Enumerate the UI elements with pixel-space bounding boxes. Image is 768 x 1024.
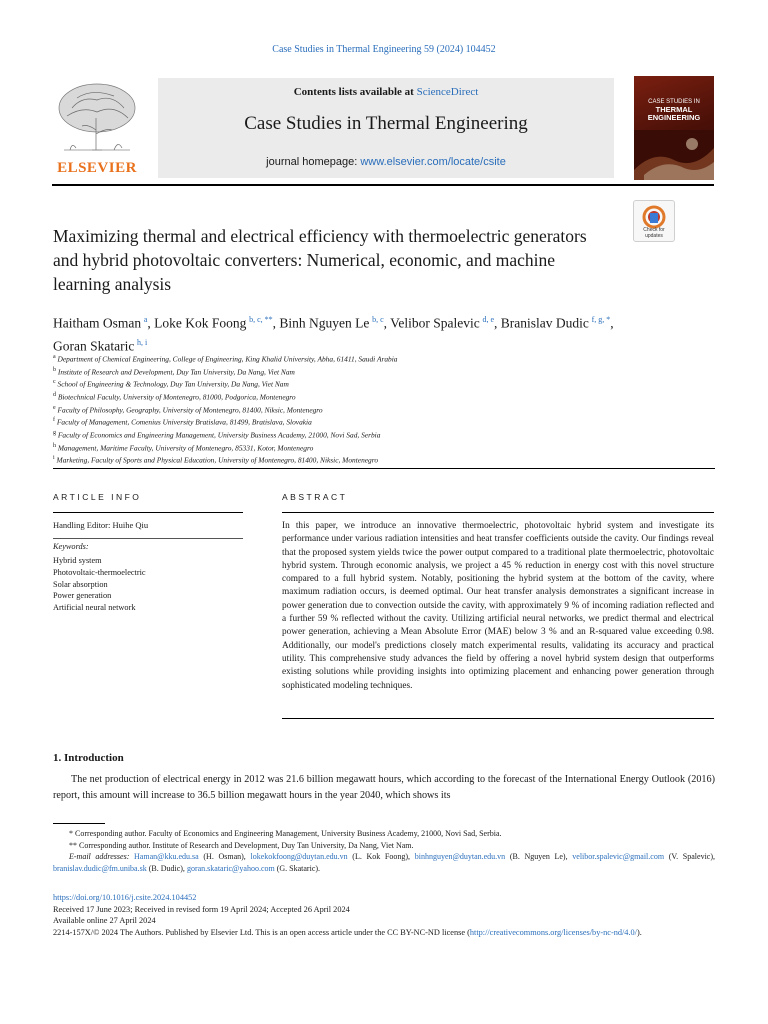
affiliation-text: Biotechnical Faculty, University of Montenegro, 81000, Podgorica, Montenegro bbox=[57, 392, 296, 402]
affiliation-marker: i bbox=[53, 455, 55, 462]
email-link[interactable]: branislav.dudic@fm.uniba.sk bbox=[53, 863, 147, 873]
affiliations-divider bbox=[53, 468, 715, 469]
keyword-list bbox=[53, 555, 146, 614]
journal-homepage-link[interactable]: www.elsevier.com/locate/csite bbox=[360, 156, 506, 168]
sciencedirect-link[interactable]: ScienceDirect bbox=[416, 86, 479, 98]
email-owner: (B. Nguyen Le), bbox=[505, 852, 573, 862]
author-name[interactable]: Velibor Spalevic bbox=[390, 315, 480, 331]
keyword-item: Hybrid system bbox=[53, 556, 102, 565]
affiliation-item bbox=[53, 390, 693, 403]
email-owner: (B. Dudic), bbox=[146, 863, 187, 873]
received-dates: Received 17 June 2023; Received in revised form 19 April 2024; Accepted 26 April 2024 bbox=[53, 904, 350, 914]
email-link[interactable]: goran.skataric@yahoo.com bbox=[186, 863, 275, 873]
homepage-prefix: journal homepage: bbox=[266, 156, 361, 168]
check-updates-line: updates bbox=[645, 232, 663, 239]
footnote-divider bbox=[53, 823, 105, 824]
journal-homepage-line bbox=[158, 156, 614, 168]
author-separator: , bbox=[272, 315, 280, 331]
author-affiliation-marker[interactable]: b, c bbox=[372, 315, 384, 324]
doi-link[interactable]: https://doi.org/10.1016/j.csite.2024.104452 bbox=[53, 893, 197, 902]
affiliation-list bbox=[53, 352, 693, 466]
author-affiliation-marker[interactable]: f, g, * bbox=[591, 315, 611, 324]
contents-prefix: Contents lists available at bbox=[293, 86, 417, 98]
keywords-label: Keywords: bbox=[53, 542, 89, 551]
affiliation-marker: a bbox=[53, 354, 56, 360]
email-addresses bbox=[53, 851, 715, 874]
corresponding-author-footnote: ** Corresponding author. Institute of Research and Development, Duy Tan University, Da Nang, Viet Nam. bbox=[69, 840, 414, 850]
affiliation-text: Faculty of Management, Comenius University Bratislava, 81499, Bratislava, Slovakia bbox=[56, 417, 312, 427]
email-owner: (H. Osman), bbox=[198, 852, 251, 862]
affiliation-text: Marketing, Faculty of Sports and Physical Education, University of Montenegro, 81400, Niksic, Montenegro bbox=[56, 455, 379, 465]
keywords-divider bbox=[53, 538, 243, 539]
email-owner: (L. Kok Foong), bbox=[347, 852, 415, 862]
article-info-divider bbox=[53, 512, 243, 513]
introduction-heading: 1. Introduction bbox=[53, 752, 124, 764]
affiliation-item bbox=[53, 453, 693, 466]
email-owner: (G. Skataric). bbox=[274, 863, 321, 873]
affiliation-marker: g bbox=[53, 430, 56, 437]
cover-art-image bbox=[634, 130, 714, 180]
article-info-heading: ARTICLE INFO bbox=[53, 492, 142, 502]
author-name[interactable]: Goran Skataric bbox=[53, 338, 135, 353]
author-affiliation-marker[interactable]: a bbox=[143, 315, 148, 324]
keyword-item: Power generation bbox=[53, 591, 112, 601]
affiliation-item bbox=[53, 377, 693, 390]
affiliation-marker: c bbox=[53, 379, 56, 386]
email-link[interactable]: Haman@kku.edu.sa bbox=[134, 852, 199, 862]
affiliation-marker: d bbox=[53, 392, 56, 399]
cover-title-line: ENGINEERING bbox=[647, 113, 701, 122]
affiliation-marker: b bbox=[53, 366, 56, 373]
affiliation-item bbox=[53, 352, 693, 365]
author-affiliation-marker[interactable]: d, e bbox=[482, 315, 495, 324]
corresponding-author-footnote: * Corresponding author. Faculty of Economics and Engineering Management, University Business Academy, 21000, Novi Sad, Serbia. bbox=[69, 829, 502, 838]
available-online: Available online 27 April 2024 bbox=[53, 916, 156, 925]
check-updates-line: Check for bbox=[643, 227, 665, 233]
cover-title bbox=[634, 98, 714, 122]
affiliation-text: School of Engineering & Technology, Duy Tan University, Da Nang, Viet Nam bbox=[57, 379, 289, 389]
author-name[interactable]: Binh Nguyen Le bbox=[279, 315, 370, 331]
email-owner: (V. Spalevic), bbox=[664, 852, 716, 862]
license-text: 2214-157X/© 2024 The Authors. Published by Elsevier Ltd. This is an open access article under the CC BY-NC-ND license ( bbox=[53, 927, 470, 937]
affiliation-marker: f bbox=[53, 417, 55, 424]
journal-cover-thumbnail[interactable] bbox=[634, 76, 714, 180]
author-list bbox=[53, 310, 633, 355]
check-updates-label bbox=[634, 228, 674, 239]
affiliation-text: Department of Chemical Engineering, College of Engineering, King Khalid University, Abha, 61411, Saudi Arabia bbox=[57, 354, 398, 364]
elsevier-wordmark: ELSEVIER bbox=[57, 160, 137, 176]
contents-line bbox=[158, 86, 614, 98]
author-name[interactable]: Branislav Dudic bbox=[500, 315, 589, 331]
abstract-bottom-divider bbox=[282, 718, 714, 719]
affiliation-item bbox=[53, 441, 693, 454]
abstract-divider bbox=[282, 512, 714, 513]
publication-info bbox=[53, 892, 715, 938]
email-label: E-mail addresses: bbox=[69, 852, 130, 862]
author-name[interactable]: Loke Kok Foong bbox=[154, 315, 247, 331]
introduction-paragraph: The net production of electrical energy in 2012 was 21.6 billion megawatt hours, which according to the forecast of the International Energy Outlook (2016) report, this amount will increase to 36.5 billion megawatt hours in the year 2040, which shows its bbox=[53, 774, 715, 801]
abstract-heading: ABSTRACT bbox=[282, 492, 348, 502]
author-separator: , bbox=[147, 315, 155, 331]
email-link[interactable]: lokekokfoong@duytan.edu.vn bbox=[250, 852, 348, 862]
footnotes bbox=[53, 828, 715, 874]
affiliation-text: Faculty of Economics and Engineering Management, University Business Academy, 21000, Novi Sad, Serbia bbox=[57, 430, 381, 440]
keyword-item: Solar absorption bbox=[53, 579, 108, 589]
author-separator: , bbox=[383, 315, 391, 331]
author-separator: , bbox=[494, 315, 501, 331]
affiliation-text: Institute of Research and Development, Duy Tan University, Da Nang, Viet Nam bbox=[57, 367, 295, 377]
affiliation-text: Faculty of Philosophy, Geography, University of Montenegro, 81400, Niksic, Montenegro bbox=[57, 405, 323, 415]
keyword-item: Photovoltaic-thermoelectric bbox=[53, 567, 146, 577]
affiliation-item bbox=[53, 365, 693, 378]
header-divider bbox=[52, 184, 714, 186]
email-link[interactable]: velibor.spalevic@gmail.com bbox=[572, 852, 665, 862]
author-affiliation-marker[interactable]: h, i bbox=[137, 337, 148, 347]
affiliation-marker: e bbox=[53, 404, 56, 411]
license-statement bbox=[53, 927, 715, 939]
check-for-updates-badge[interactable] bbox=[633, 200, 675, 242]
affiliation-item bbox=[53, 415, 693, 428]
journal-reference[interactable]: Case Studies in Thermal Engineering 59 (2024) 104452 bbox=[272, 44, 496, 55]
cover-title-line: CASE STUDIES IN bbox=[648, 99, 700, 105]
affiliation-item bbox=[53, 403, 693, 416]
author-separator: , bbox=[610, 315, 614, 331]
affiliation-marker: h bbox=[53, 442, 56, 449]
abstract-body: In this paper, we introduce an innovative thermoelectric, photovoltaic hybrid system and investigate its performance under various radiation intensities and heat transfer coefficients outside the cavity. Our findings reveal that the proposed system yields twice the power output compared to a traditional plate thermoelectric, photovoltaic hybrid system. Through economic analysis, we project a 45 % reduction in energy cost with this novel structure compared to a full hybrid system. Notably, positioning the hybrid system at the bottom of the cavity, where maximum radiation occurs, is deemed optimal. Our heat transfer analysis demonstrates a significant increase in power generation due to convection outside the cavity, with approximately 9 % of incoming radiation reflected and a further 59 % reflected without the cavity. Utilizing artificial neural networks, we predict thermal and electrical power generation, achieving a Mean Absolute Error (MAE) below 3 % and an R-squared value exceeding 0.98. Additionally, our model's predictions closely match experimental results, validating its accuracy and practical utility. This comprehensive study advances the field by offering a novel hybrid system design that outperforms existing solutions while providing insights into optimizing placement and enhancing power generation through sophisticated modeling techniques. bbox=[282, 521, 714, 691]
license-link[interactable]: http://creativecommons.org/licenses/by-nc-nd/4.0/ bbox=[469, 927, 637, 937]
handling-editor: Handling Editor: Huihe Qiu bbox=[53, 520, 149, 530]
cover-title-line: THERMAL bbox=[655, 105, 693, 114]
affiliation-item bbox=[53, 428, 693, 441]
author-name[interactable]: Haitham Osman bbox=[53, 315, 142, 331]
keyword-item: Artificial neural network bbox=[53, 603, 136, 613]
email-link[interactable]: binhnguyen@duytan.edu.vn bbox=[414, 852, 506, 862]
paper-title: Maximizing thermal and electrical efficiency with thermoelectric generators and hybrid photovoltaic converters: Numerical, economic, and machine learning analysis bbox=[53, 226, 587, 294]
affiliation-text: Management, Maritime Faculty, University of Montenegro, 85331, Kotor, Montenegro bbox=[57, 443, 314, 453]
license-end: ). bbox=[637, 927, 642, 937]
author-affiliation-marker[interactable]: b, c, ** bbox=[249, 315, 273, 324]
journal-title: Case Studies in Thermal Engineering bbox=[244, 113, 528, 134]
